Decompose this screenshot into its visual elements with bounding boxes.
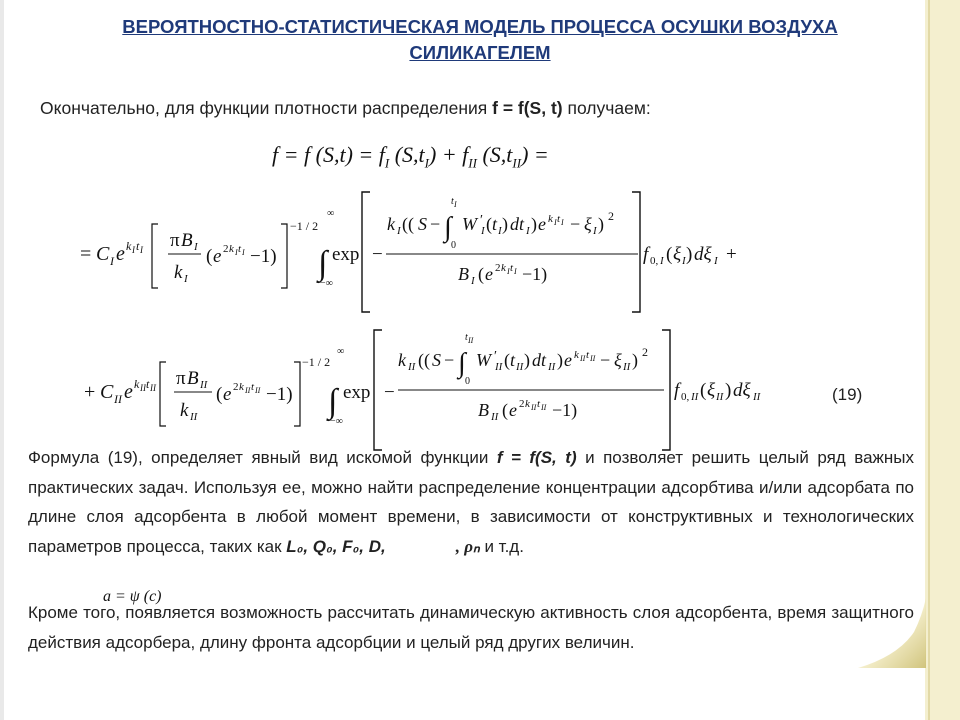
- svg-text:II: II: [491, 411, 499, 423]
- svg-text:t: t: [492, 214, 498, 234]
- svg-text:ξ: ξ: [584, 214, 592, 234]
- svg-text:π: π: [170, 230, 180, 251]
- svg-text:II: II: [531, 403, 537, 412]
- paragraph-1-text2: и позволяет решить целый ряд важных практических задач. Используя ее, можно найти распределение концентрации адсорбтива и/или адсорбата по длине слоя адсорбента в любой момент времени, в зависимости от конструктивных и технологических параметров процесса, таких как: [28, 448, 914, 556]
- svg-text:k: k: [574, 349, 579, 361]
- svg-text:W: W: [462, 214, 477, 234]
- svg-text:I: I: [498, 225, 502, 237]
- svg-text:II: II: [140, 383, 146, 393]
- svg-text:C: C: [96, 243, 110, 265]
- svg-text:t: t: [510, 262, 514, 274]
- svg-text:): ): [632, 350, 638, 370]
- svg-text:II: II: [590, 354, 596, 363]
- svg-text:−: −: [384, 382, 395, 403]
- svg-text:′: ′: [494, 349, 498, 364]
- svg-text:I: I: [184, 273, 188, 285]
- svg-text:k: k: [180, 400, 189, 421]
- svg-text:B: B: [458, 264, 469, 284]
- paragraph-1-text3: и т.д.: [479, 536, 524, 556]
- svg-text:ξ: ξ: [673, 244, 682, 265]
- svg-text:(: (: [478, 264, 484, 284]
- svg-text:dξ: dξ: [694, 244, 712, 265]
- svg-text:II: II: [753, 391, 761, 403]
- svg-text:I: I: [397, 225, 401, 237]
- svg-text:I: I: [561, 218, 564, 227]
- svg-text:t: t: [510, 350, 516, 370]
- intro-text-main: Окончательно, для функции плотности распределения: [40, 98, 493, 118]
- svg-text:k: k: [548, 213, 553, 225]
- svg-text:t: t: [537, 398, 541, 410]
- svg-text:II: II: [495, 361, 503, 373]
- svg-text:(: (: [502, 400, 508, 420]
- svg-text:0,: 0,: [681, 391, 690, 403]
- svg-text:(: (: [206, 246, 213, 267]
- svg-text:t: t: [251, 381, 255, 393]
- svg-text:∞: ∞: [327, 208, 335, 219]
- svg-text:−1 / 2: −1 / 2: [290, 219, 319, 233]
- svg-text:(: (: [486, 214, 492, 234]
- svg-text:t: t: [451, 196, 454, 207]
- svg-text:I: I: [593, 225, 597, 237]
- svg-text:−1): −1): [266, 384, 293, 405]
- svg-text:): ): [725, 380, 732, 401]
- svg-text:2: 2: [233, 381, 239, 393]
- svg-text:−1): −1): [552, 400, 578, 420]
- svg-text:2: 2: [495, 262, 501, 274]
- svg-text:k: k: [525, 398, 530, 410]
- svg-text:2: 2: [608, 209, 614, 223]
- svg-text:II: II: [200, 379, 208, 391]
- svg-text:I: I: [110, 254, 114, 268]
- svg-text:(: (: [504, 350, 510, 370]
- svg-text:∫: ∫: [328, 383, 338, 420]
- svg-text:−1): −1): [522, 264, 548, 284]
- svg-text:((: ((: [418, 350, 430, 370]
- svg-text:t: t: [238, 243, 242, 255]
- svg-text:k: k: [229, 243, 234, 255]
- paragraph-2: Кроме того, появляется возможность рассчитать динамическую активность слоя адсорбента, время защитного действия адсорбера, длину фронта адсорбции и целый ряд других величин.: [28, 603, 914, 652]
- svg-text:II: II: [548, 361, 556, 373]
- svg-text:∫: ∫: [458, 348, 466, 379]
- svg-text:ξ: ξ: [614, 350, 622, 370]
- svg-text:e: e: [509, 400, 517, 420]
- svg-text:+: +: [84, 381, 96, 403]
- svg-text:−: −: [372, 244, 383, 265]
- overlay-formula: a = ψ (c): [103, 588, 162, 605]
- decorative-side-band: [925, 0, 960, 720]
- svg-text:e: e: [538, 214, 546, 234]
- svg-text:ξ: ξ: [707, 380, 716, 401]
- svg-text:B: B: [187, 368, 199, 389]
- intro-text: [40, 98, 651, 119]
- equation-number: (19): [832, 385, 863, 404]
- svg-text:I: I: [682, 255, 686, 267]
- slide-title: ВЕРОЯТНОСТНО-СТАТИСТИЧЕСКАЯ МОДЕЛЬ ПРОЦЕССА ОСУШКИ ВОЗДУХА СИЛИКАГЕЛЕМ: [122, 16, 838, 63]
- svg-text:(: (: [666, 244, 673, 265]
- svg-text:I: I: [714, 255, 718, 267]
- left-edge-shadow: [0, 0, 4, 720]
- svg-text:−1): −1): [250, 246, 277, 267]
- svg-text:−: −: [600, 350, 611, 370]
- svg-text:(: (: [216, 384, 223, 405]
- svg-text:I: I: [454, 200, 457, 209]
- svg-text:exp: exp: [332, 244, 360, 265]
- svg-text:): ): [502, 214, 508, 234]
- svg-text:II: II: [255, 386, 261, 395]
- svg-text:−: −: [430, 214, 441, 234]
- svg-text:t: t: [146, 377, 150, 391]
- intro-text-suffix: получаем:: [562, 98, 651, 118]
- svg-text:t: t: [586, 349, 590, 361]
- svg-text:f: f: [643, 244, 649, 265]
- page-curl-decoration: [848, 598, 926, 668]
- svg-text:+: +: [726, 244, 737, 265]
- svg-text:dt: dt: [532, 350, 547, 370]
- svg-text:exp: exp: [343, 382, 371, 403]
- svg-text:k: k: [134, 377, 140, 391]
- svg-text:∫: ∫: [444, 212, 452, 243]
- svg-text:k: k: [126, 239, 132, 253]
- equation-line-1: f = f $(S,t) = f_I$ $(S,t_I) + f_{II}$ $(S,t_{II})$ =: [272, 142, 549, 171]
- svg-text:II: II: [150, 383, 156, 393]
- svg-text:II: II: [691, 391, 699, 403]
- svg-text:k: k: [398, 350, 406, 370]
- svg-text:I: I: [235, 248, 238, 257]
- svg-text:2: 2: [642, 345, 648, 359]
- svg-text:−: −: [570, 214, 581, 234]
- svg-text:II: II: [114, 392, 122, 406]
- svg-text:B: B: [478, 400, 489, 420]
- paragraph-1-params: L₀, Q₀, F₀, D,: [286, 536, 386, 556]
- svg-text:II: II: [580, 354, 586, 363]
- svg-text:): ): [531, 214, 537, 234]
- svg-text:II: II: [245, 386, 251, 395]
- svg-text:I: I: [471, 275, 475, 287]
- svg-text:e: e: [485, 264, 493, 284]
- svg-text:S: S: [432, 350, 441, 370]
- intro-formula: f = f(S, t): [492, 98, 563, 118]
- svg-text:S: S: [418, 214, 427, 234]
- svg-text:2: 2: [223, 243, 229, 255]
- paragraph-1: [28, 443, 914, 561]
- equation-line-2: [80, 188, 780, 318]
- decorative-side-line: [928, 0, 930, 720]
- svg-text:I: I: [526, 225, 530, 237]
- svg-text:I: I: [507, 267, 510, 276]
- svg-text:B: B: [181, 230, 193, 251]
- svg-text:e: e: [116, 243, 125, 265]
- svg-text:): ): [686, 244, 693, 265]
- svg-text:dt: dt: [510, 214, 525, 234]
- paragraph-1-formula: f = f(S, t): [496, 448, 577, 467]
- svg-text:): ): [557, 350, 563, 370]
- svg-text:): ): [598, 214, 604, 234]
- svg-text:I: I: [554, 218, 557, 227]
- svg-text:e: e: [213, 246, 222, 267]
- equation-line-3: [80, 326, 800, 456]
- svg-text:k: k: [501, 262, 506, 274]
- svg-text:e: e: [124, 381, 133, 403]
- svg-text:I: I: [660, 255, 664, 267]
- svg-text:−∞: −∞: [330, 416, 343, 427]
- svg-text:e: e: [223, 384, 232, 405]
- svg-text:0: 0: [465, 376, 470, 387]
- svg-text:π: π: [176, 368, 186, 389]
- svg-text:(: (: [700, 380, 707, 401]
- svg-text:−1 / 2: −1 / 2: [302, 355, 331, 369]
- svg-text:I: I: [481, 225, 485, 237]
- svg-text:t: t: [557, 213, 561, 225]
- svg-text:−: −: [444, 350, 455, 370]
- svg-text:dξ: dξ: [733, 380, 751, 401]
- svg-text:f: f: [674, 380, 680, 401]
- svg-text:k: k: [387, 214, 395, 234]
- svg-text:∫: ∫: [318, 245, 328, 282]
- svg-text:C: C: [100, 381, 114, 403]
- svg-text:−∞: −∞: [320, 278, 333, 289]
- svg-text:k: k: [174, 262, 183, 283]
- svg-text:I: I: [242, 248, 245, 257]
- svg-text:0: 0: [451, 240, 456, 251]
- svg-text:II: II: [541, 403, 547, 412]
- svg-text:II: II: [468, 336, 474, 345]
- svg-text:′: ′: [480, 213, 484, 228]
- svg-text:I: I: [194, 241, 198, 253]
- svg-text:II: II: [408, 361, 416, 373]
- svg-text:k: k: [239, 381, 244, 393]
- svg-text:=: =: [80, 243, 92, 265]
- svg-text:): ): [524, 350, 530, 370]
- svg-text:I: I: [140, 245, 143, 255]
- svg-text:W: W: [476, 350, 491, 370]
- paragraph-1-text: Формула (19), определяет явный вид искомой функции: [28, 448, 497, 467]
- svg-text:0,: 0,: [650, 255, 659, 267]
- paragraph-1-rho: , ρₙ: [455, 536, 480, 556]
- svg-text:II: II: [716, 391, 724, 403]
- svg-text:((: ((: [402, 214, 414, 234]
- svg-text:2: 2: [519, 398, 525, 410]
- svg-text:II: II: [190, 411, 198, 423]
- svg-text:e: e: [564, 350, 572, 370]
- svg-text:II: II: [623, 361, 631, 373]
- svg-text:I: I: [132, 245, 135, 255]
- svg-text:t: t: [465, 332, 468, 343]
- svg-text:I: I: [514, 267, 517, 276]
- svg-text:∞: ∞: [337, 346, 345, 357]
- svg-text:t: t: [136, 239, 140, 253]
- svg-text:II: II: [516, 361, 524, 373]
